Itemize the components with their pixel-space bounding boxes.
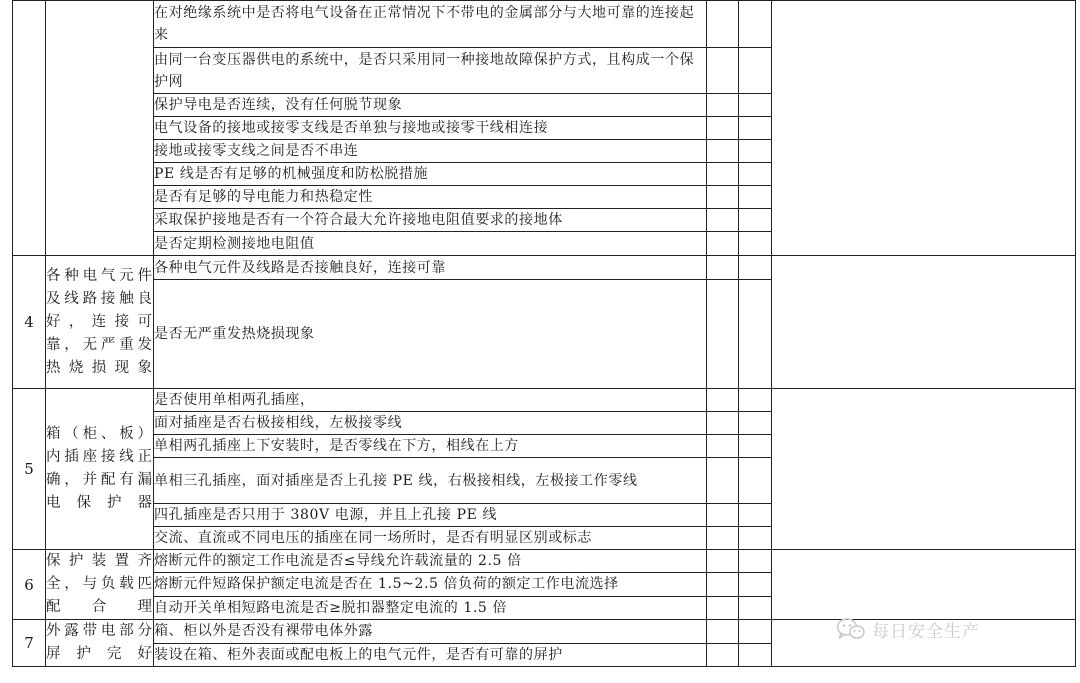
check-item: 是否使用单相两孔插座， bbox=[154, 389, 707, 412]
table-row bbox=[13, 389, 1076, 412]
check-cell-b[interactable] bbox=[739, 1, 772, 48]
check-item: 是否定期检测接地电阻值 bbox=[154, 232, 707, 256]
remarks-cell[interactable] bbox=[772, 1, 1076, 256]
wechat-icon bbox=[836, 617, 866, 641]
section-category: 外露带电部分屏护完好 bbox=[46, 620, 154, 667]
check-cell-a[interactable] bbox=[707, 186, 739, 209]
check-item: 熔断元件的额定工作电流是否≤导线允许载流量的 2.5 倍 bbox=[154, 550, 707, 573]
check-cell-b[interactable] bbox=[739, 389, 772, 412]
check-cell-b[interactable] bbox=[739, 280, 772, 389]
check-cell-a[interactable] bbox=[707, 163, 739, 186]
check-item: 在对绝缘系统中是否将电气设备在正常情况下不带电的金属部分与大地可靠的连接起来 bbox=[154, 1, 707, 48]
check-item: 是否无严重发热烧损现象 bbox=[154, 280, 707, 389]
section-number: 6 bbox=[13, 550, 46, 620]
check-cell-a[interactable] bbox=[707, 573, 739, 596]
check-cell-a[interactable] bbox=[707, 256, 739, 280]
section-category: 箱（柜、板）内插座接线正确，并配有漏电保护器 bbox=[46, 389, 154, 550]
remarks-cell[interactable] bbox=[772, 550, 1076, 620]
check-item: 面对插座是否右极接相线，左极接零线 bbox=[154, 412, 707, 435]
checklist-table bbox=[12, 0, 1076, 667]
watermark bbox=[836, 616, 980, 642]
check-cell-b[interactable] bbox=[739, 94, 772, 117]
check-cell-a[interactable] bbox=[707, 596, 739, 619]
check-cell-b[interactable] bbox=[739, 186, 772, 209]
check-cell-b[interactable] bbox=[739, 117, 772, 140]
check-cell-b[interactable] bbox=[739, 504, 772, 527]
check-cell-b[interactable] bbox=[739, 596, 772, 619]
remarks-cell[interactable] bbox=[772, 256, 1076, 389]
section-category: 各种电气元件及线路接触良好，连接可靠，无严重发热烧损现象 bbox=[46, 256, 154, 389]
table-row bbox=[13, 550, 1076, 573]
check-cell-a[interactable] bbox=[707, 504, 739, 527]
check-cell-a[interactable] bbox=[707, 117, 739, 140]
check-item: 采取保护接地是否有一个符合最大允许接地电阻值要求的接地体 bbox=[154, 209, 707, 232]
check-item: PE 线是否有足够的机械强度和防松脱措施 bbox=[154, 163, 707, 186]
check-cell-b[interactable] bbox=[739, 232, 772, 256]
check-item: 熔断元件短路保护额定电流是否在 1.5~2.5 倍负荷的额定工作电流选择 bbox=[154, 573, 707, 596]
check-cell-b[interactable] bbox=[739, 550, 772, 573]
check-cell-b[interactable] bbox=[739, 458, 772, 504]
check-cell-b[interactable] bbox=[739, 256, 772, 280]
table-row bbox=[13, 1, 1076, 48]
check-item: 各种电气元件及线路是否接触良好，连接可靠 bbox=[154, 256, 707, 280]
check-cell-b[interactable] bbox=[739, 435, 772, 458]
check-cell-a[interactable] bbox=[707, 140, 739, 163]
check-cell-a[interactable] bbox=[707, 209, 739, 232]
check-item: 单相三孔插座，面对插座是否上孔接 PE 线，右极接相线，左极接工作零线 bbox=[154, 458, 707, 504]
check-cell-b[interactable] bbox=[739, 527, 772, 550]
section-number: 4 bbox=[13, 256, 46, 389]
check-item: 由同一台变压器供电的系统中，是否只采用同一种接地故障保护方式，且构成一个保护网 bbox=[154, 48, 707, 94]
check-cell-b[interactable] bbox=[739, 643, 772, 667]
check-cell-b[interactable] bbox=[739, 620, 772, 644]
check-cell-a[interactable] bbox=[707, 527, 739, 550]
check-item: 装设在箱、柜外表面或配电板上的电气元件，是否有可靠的屏护 bbox=[154, 643, 707, 667]
check-cell-b[interactable] bbox=[739, 140, 772, 163]
check-cell-a[interactable] bbox=[707, 620, 739, 644]
check-item: 箱、柜以外是否没有裸带电体外露 bbox=[154, 620, 707, 644]
check-cell-b[interactable] bbox=[739, 163, 772, 186]
check-item: 交流、直流或不同电压的插座在同一场所时，是否有明显区别或标志 bbox=[154, 527, 707, 550]
check-cell-a[interactable] bbox=[707, 412, 739, 435]
check-cell-b[interactable] bbox=[739, 573, 772, 596]
section-number: 7 bbox=[13, 620, 46, 667]
check-cell-a[interactable] bbox=[707, 1, 739, 48]
remarks-cell[interactable] bbox=[772, 389, 1076, 550]
check-cell-a[interactable] bbox=[707, 48, 739, 94]
section-number bbox=[13, 1, 46, 256]
section-number: 5 bbox=[13, 389, 46, 550]
check-cell-a[interactable] bbox=[707, 232, 739, 256]
check-item: 单相两孔插座上下安装时，是否零线在下方，相线在上方 bbox=[154, 435, 707, 458]
check-item: 保护导电是否连续，没有任何脱节现象 bbox=[154, 94, 707, 117]
check-item: 是否有足够的导电能力和热稳定性 bbox=[154, 186, 707, 209]
section-category bbox=[46, 1, 154, 256]
check-item: 四孔插座是否只用于 380V 电源，并且上孔接 PE 线 bbox=[154, 504, 707, 527]
check-item: 接地或接零支线之间是否不串连 bbox=[154, 140, 707, 163]
check-cell-a[interactable] bbox=[707, 94, 739, 117]
check-cell-a[interactable] bbox=[707, 280, 739, 389]
check-cell-b[interactable] bbox=[739, 209, 772, 232]
check-cell-a[interactable] bbox=[707, 643, 739, 667]
check-cell-a[interactable] bbox=[707, 389, 739, 412]
check-cell-b[interactable] bbox=[739, 412, 772, 435]
check-cell-a[interactable] bbox=[707, 435, 739, 458]
section-category: 保护装置齐全，与负载匹配合理 bbox=[46, 550, 154, 620]
check-cell-a[interactable] bbox=[707, 458, 739, 504]
check-item: 自动开关单相短路电流是否≥脱扣器整定电流的 1.5 倍 bbox=[154, 596, 707, 619]
check-cell-b[interactable] bbox=[739, 48, 772, 94]
watermark-text: 每日安全生产 bbox=[872, 621, 980, 642]
check-cell-a[interactable] bbox=[707, 550, 739, 573]
check-item: 电气设备的接地或接零支线是否单独与接地或接零干线相连接 bbox=[154, 117, 707, 140]
table-row bbox=[13, 256, 1076, 280]
